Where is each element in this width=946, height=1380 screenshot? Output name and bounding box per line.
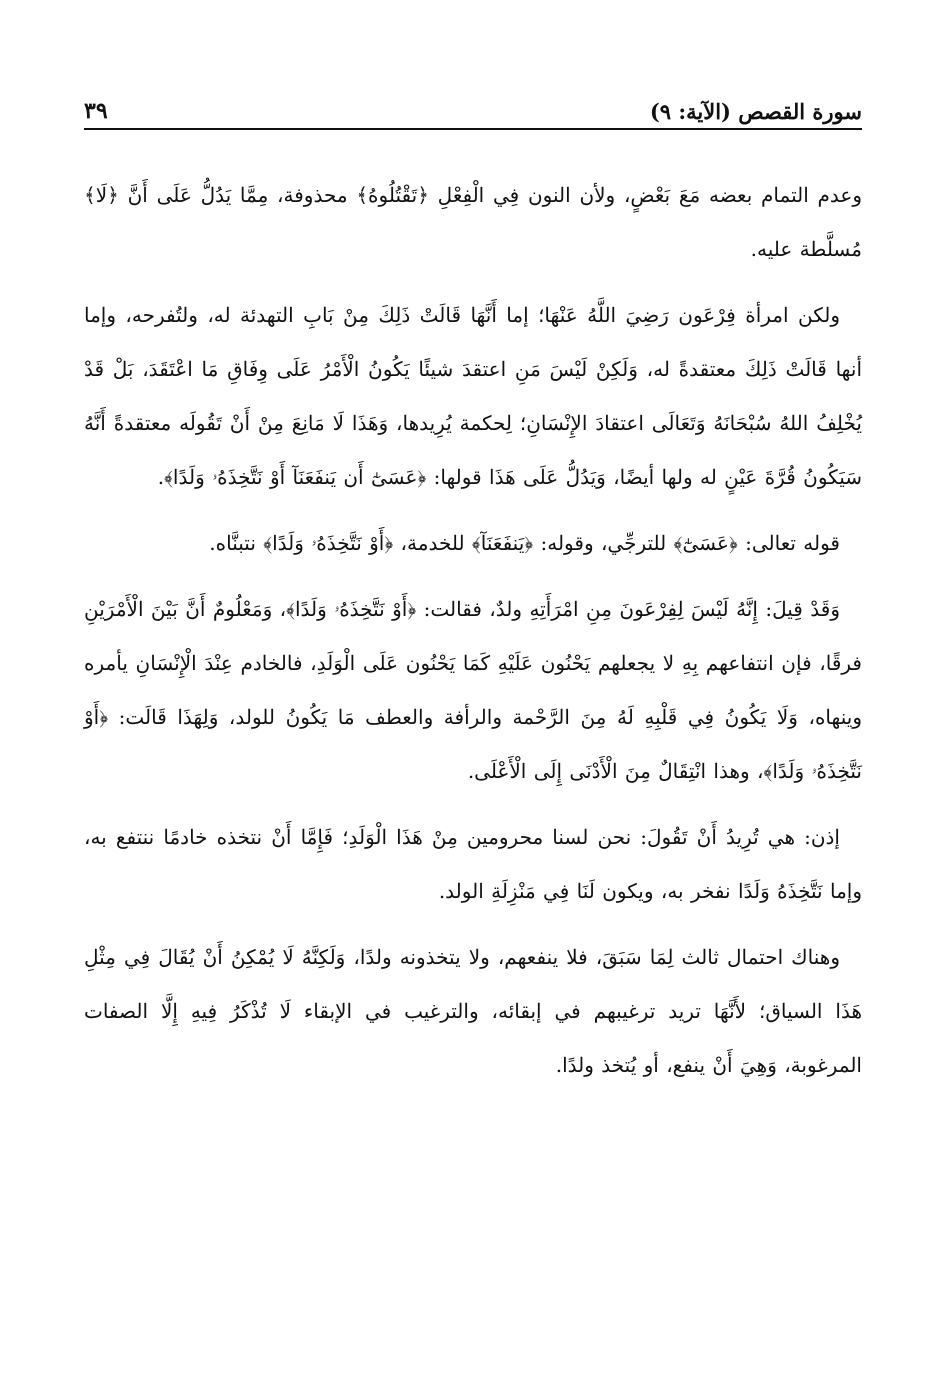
- page-number: ٣٩: [84, 98, 108, 124]
- paragraph: وَقَدْ قِيلَ: إِنَّهُ لَيْسَ لِفِرْعَونَ مِنِ امْرَأَتِهِ ولدٌ، فقالت: ﴿أَوْ نَتَّخِذَهُۥ وَلَدًا﴾، وَمَعْلُومٌ أَنَّ بَيْنَ الْأَمْرَيْنِ فرقًا، فإن انتفاعهم بِهِ لا يجعلهم يَحْنُون عَلَيْهِ كَمَا يَحْنُون عَلَى الْوَلَدِ، فالخادم عِنْدَ الْإِنْسَانِ يأمره وينهاه، وَلَا يَكُونُ فِي قَلْبِهِ لَهُ مِنَ الرَّحْمة والرأفة والعطف مَا يَكُونُ للولد، وَلِهَذَا قَالَت: ﴿أَوْ نَتَّخِذَهُۥ وَلَدًا﴾، وهذا انْتِقَالٌ مِنَ الْأَدْنَى إِلَى الْأَعْلَى.: [84, 597, 862, 783]
- paragraph: وعدم التمام بعضه مَعَ بَعْضٍ، ولأن النون فِي الْفِعْلِ ﴿تَقْتُلُوهُ﴾ محذوفة، مِمَّا يَدُلُّ عَلَى أَنَّ ﴿لَا﴾ مُسلَّطة عليه.: [84, 183, 862, 261]
- running-header: [84, 92, 862, 124]
- paragraph: ولكن امرأة فِرْعَون رَضِيَ اللَّهُ عَنْهَا؛ إما أَنَّهَا قَالَتْ ذَلِكَ مِنْ بَابِ التهدئة له، ولتُفرحه، وإما أنها قَالَتْ ذَلِكَ معتقدةً له، وَلَكِنْ لَيْسَ مَنِ اعتقدَ شيئًا يَكُونُ الْأَمْرُ عَلَى وِفَاقِ مَا اعْتَقَدَ، بَلْ قَدْ يُخْلِفُ اللهُ سُبْحَانَهُ وَتَعَالَى اعتقادَ الإِنْسَانِ؛ لِحكمة يُرِيدها، وَهَذَا لَا مَانِعَ مِنْ أَنْ تَقُولَه معتقدةً أَنَّهُ سَيَكُونُ قُرَّةَ عَيْنٍ له ولها أيضًا، وَيَدُلُّ عَلَى هَذَا قولها: ﴿عَسَىٰٓ أَن يَنفَعَنَآ أَوْ نَتَّخِذَهُۥ وَلَدًا﴾.: [84, 303, 862, 489]
- paragraph: إذن: هي تُرِيدُ أَنْ تَقُولَ: نحن لسنا محرومين مِنْ هَذَا الْوَلَدِ؛ فَإِمَّا أَنْ نتخذه خادمًا ننتفع به، وإما نَتَّخِذَهُ وَلَدًا نفخر به، ويكون لَنَا فِي مَنْزِلَةِ الولد.: [84, 825, 862, 903]
- paragraph: وهناك احتمال ثالث لِمَا سَبَقَ، فلا ينفعهم، ولا يتخذونه ولدًا، وَلَكِنَّهُ لَا يُمْكِنُ أَنْ يُقَالَ فِي مِثْلِ هَذَا السياق؛ لأَنَّهَا تريد ترغيبهم في إبقائه، والترغيب في الإبقاء لَا تُذْكَرُ فِيهِ إِلَّا الصفات المرغوبة، وَهِيَ أَنْ ينفع، أو يُتخذ ولدًا.: [84, 945, 862, 1077]
- paragraph: قوله تعالى: ﴿عَسَىٰٓ﴾ للترجِّي، وقوله: ﴿يَنفَعَنَآ﴾ للخدمة، ﴿أَوْ نَتَّخِذَهُۥ وَلَدًا﴾ نتبنَّاه.: [209, 531, 840, 555]
- header-divider: [84, 128, 862, 130]
- header-title: سورة القصص (الآية: ٩): [649, 99, 862, 124]
- body-text: [84, 168, 862, 1104]
